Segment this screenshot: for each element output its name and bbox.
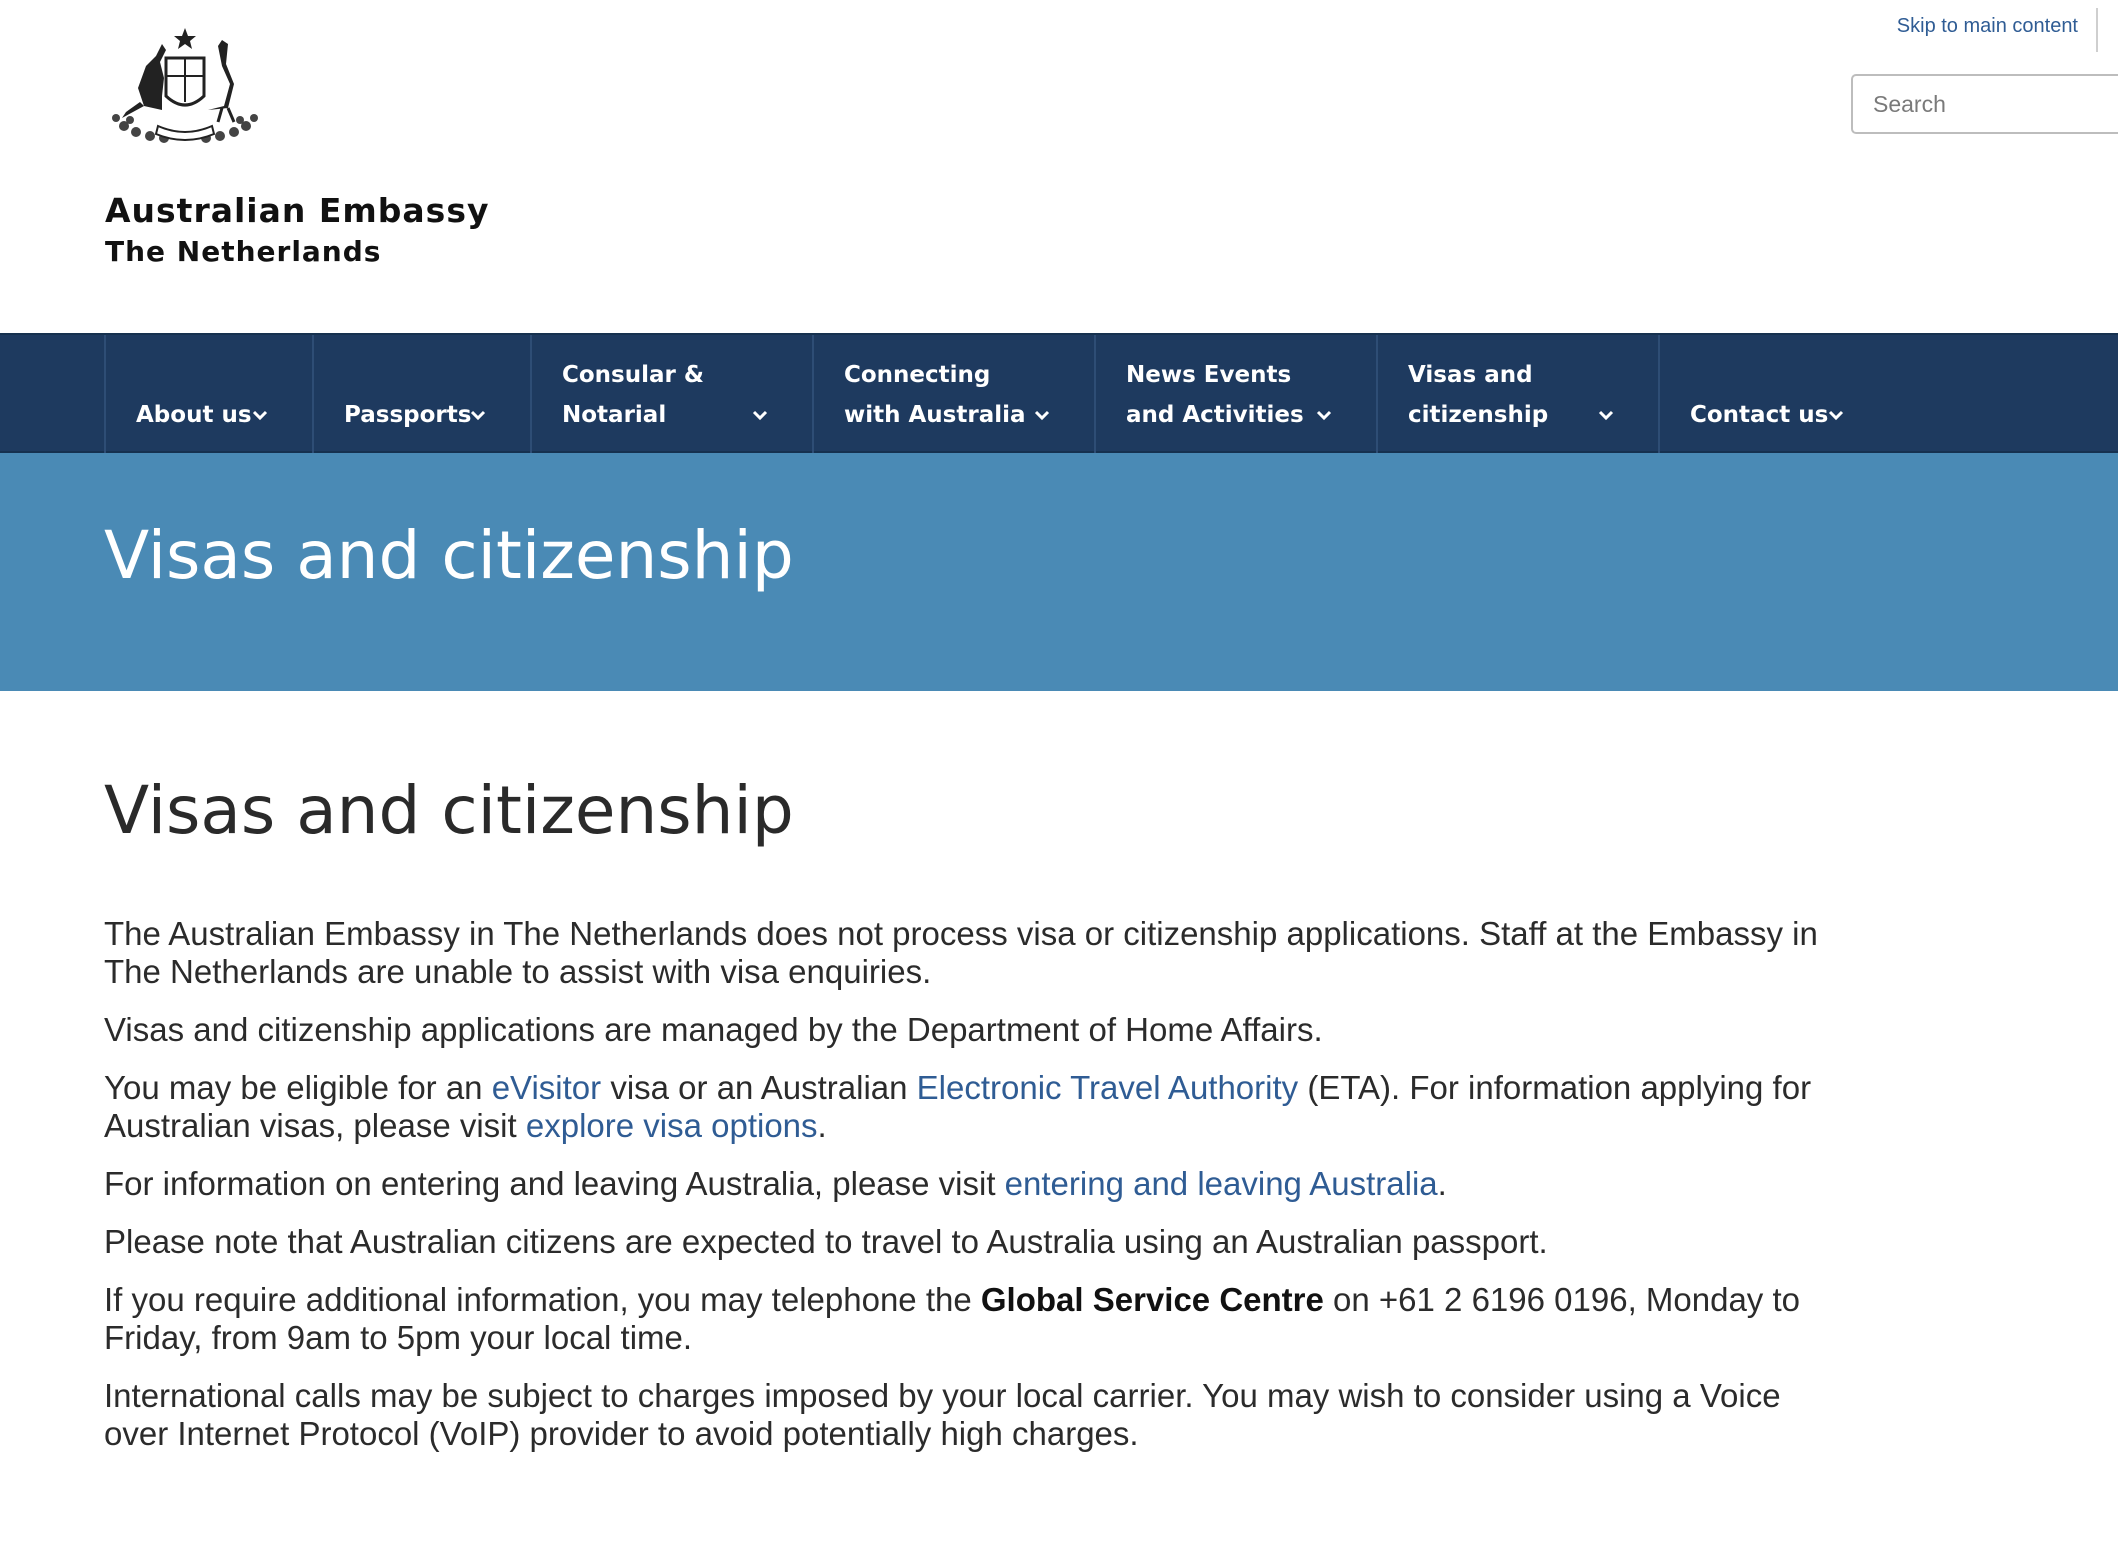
nav-item-label: Connecting with Australia [844, 362, 1026, 428]
evisitor-link[interactable]: eVisitor [491, 1069, 602, 1106]
chevron-down-icon [1598, 407, 1614, 423]
nav-item-visas-citizenship[interactable] [1376, 335, 1658, 453]
nav-item-label: News Events and Activities [1126, 362, 1304, 428]
skip-to-main-content-link[interactable]: Skip to main content [1896, 15, 2078, 37]
site-name-line2: The Netherlands [105, 235, 382, 268]
eta-link[interactable]: Electronic Travel Authority [916, 1069, 1299, 1106]
site-name-line1: Australian Embassy [105, 191, 490, 230]
site-header [0, 0, 2118, 333]
paragraph-home-affairs: Visas and citizenship applications are managed by the Department of Home Affairs. [104, 1011, 1323, 1048]
paragraph-global-service-centre [104, 1281, 1824, 1357]
hero-title: Visas and citizenship [104, 517, 794, 594]
paragraph-visa-eligibility [104, 1069, 1824, 1145]
nav-item-label: Consular & Notarial [562, 362, 704, 428]
chevron-down-icon [470, 407, 486, 423]
explore-visa-options-link[interactable]: explore visa options [525, 1107, 818, 1144]
chevron-down-icon [1316, 407, 1332, 423]
nav-item-label: Contact us [1690, 402, 1829, 428]
hero-banner [0, 453, 2118, 691]
paragraph-passport-note: Please note that Australian citizens are expected to travel to Australia using an Australian passport. [104, 1223, 1548, 1260]
chevron-down-icon [1828, 407, 1844, 423]
nav-item-connecting-with-australia[interactable] [812, 335, 1094, 453]
nav-item-about-us[interactable] [104, 335, 312, 453]
page-title: Visas and citizenship [104, 772, 794, 849]
site-name[interactable] [105, 190, 489, 272]
text-segment: (ETA). For information applying for Australian visas, please visit [104, 1069, 1812, 1144]
text-segment: . [1437, 1165, 1447, 1202]
chevron-down-icon [252, 407, 268, 423]
paragraph-international-calls: International calls may be subject to charges imposed by your local carrier. You may wish to consider using a Voice over Internet Protocol (VoIP) provider to avoid potentially high charges. [104, 1377, 1781, 1452]
text-segment: on +61 2 6196 0196, Monday to Friday, from 9am to 5pm your local time. [104, 1281, 1800, 1356]
paragraph-entering-leaving [104, 1165, 1824, 1203]
global-service-centre-text: Global Service Centre [980, 1281, 1324, 1318]
nav-item-label: About us [136, 402, 252, 428]
search-input[interactable] [1851, 74, 2118, 134]
entering-leaving-australia-link[interactable]: entering and leaving Australia [1004, 1165, 1438, 1202]
main-content [104, 691, 1824, 1473]
nav-item-contact-us[interactable] [1658, 335, 1888, 453]
text-segment: If you require additional information, you may telephone the [104, 1281, 981, 1318]
nav-item-news-events-activities[interactable] [1094, 335, 1376, 453]
coat-of-arms-icon [104, 26, 266, 148]
chevron-down-icon [752, 407, 768, 423]
text-segment: visa or an Australian [601, 1069, 917, 1106]
text-segment: . [817, 1107, 827, 1144]
coat-of-arms-logo[interactable] [104, 26, 266, 148]
header-divider [2096, 8, 2118, 52]
nav-item-consular-notarial[interactable] [530, 335, 812, 453]
nav-item-passports[interactable] [312, 335, 530, 453]
nav-item-label: Visas and citizenship [1408, 362, 1549, 428]
text-segment: You may be eligible for an [104, 1069, 492, 1106]
main-navigation [0, 333, 2118, 453]
text-segment: For information on entering and leaving Australia, please visit [104, 1165, 1005, 1202]
paragraph-no-processing: The Australian Embassy in The Netherlands does not process visa or citizenship applications. Staff at the Embassy in The Netherlands are unable to assist with visa enquiries. [104, 915, 1818, 990]
nav-item-label: Passports [344, 402, 472, 428]
chevron-down-icon [1034, 407, 1050, 423]
